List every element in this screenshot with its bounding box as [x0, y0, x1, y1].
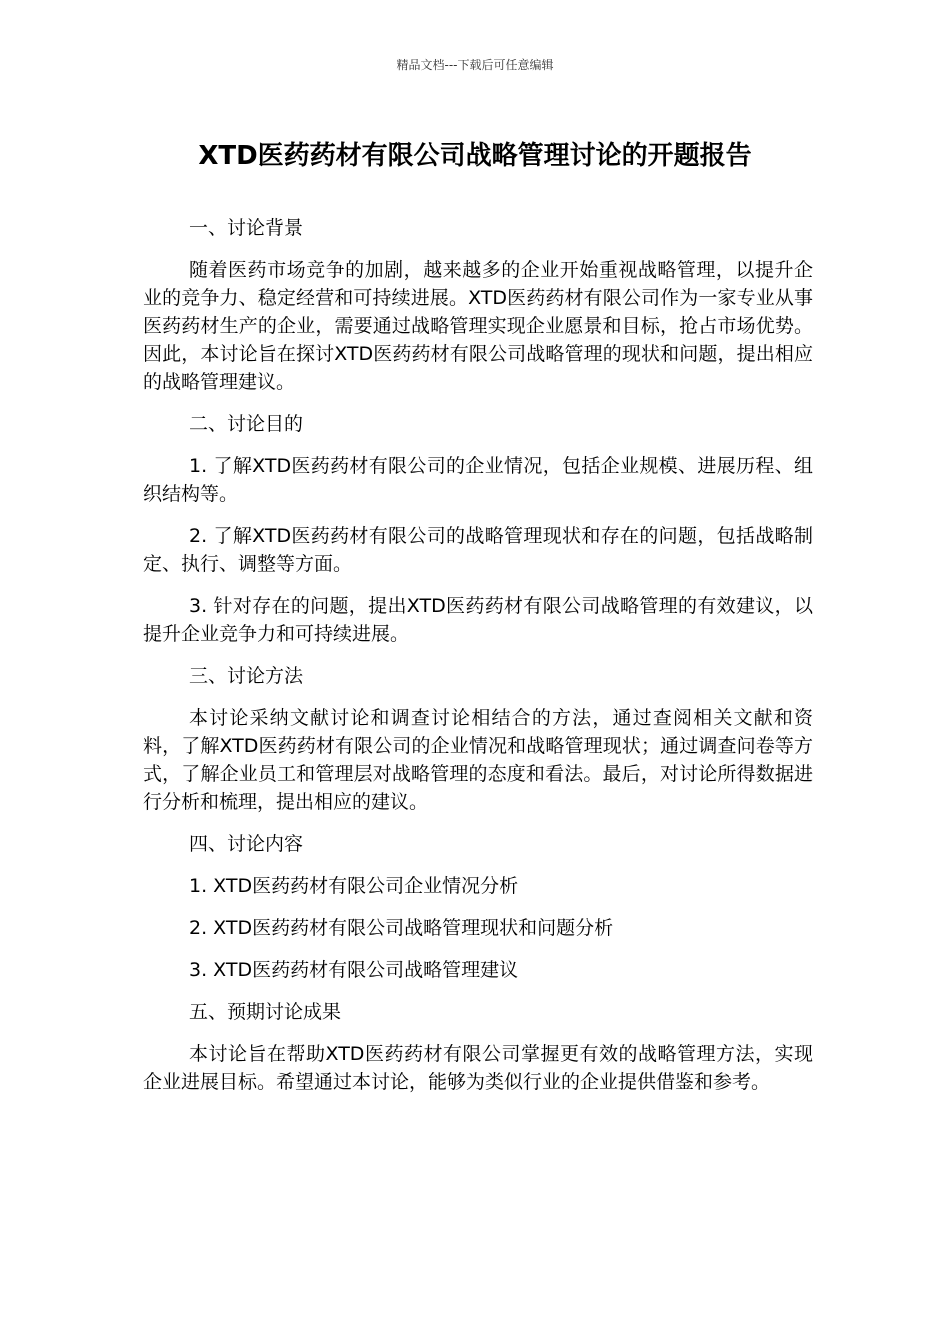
paragraph-outcome: 本讨论旨在帮助XTD医药药材有限公司掌握更有效的战略管理方法，实现企业进展目标。希望通过本讨论，能够为类似行业的企业提供借鉴和参考。: [143, 1043, 813, 1093]
paragraph-method: 本讨论采纳文献讨论和调查讨论相结合的方法，通过查阅相关文献和资料，了解XTD医药药材有限公司的企业情况和战略管理现状；通过调查问卷等方式，了解企业员工和管理层对战略管理的态度和看法。最后，对讨论所得数据进行分析和梳理，提出相应的建议。: [143, 707, 813, 813]
list-item-purpose-2: 2. 了解XTD医药药材有限公司的战略管理现状和存在的问题，包括战略制定、执行、调整等方面。: [143, 525, 813, 575]
document-title: XTD医药药材有限公司战略管理讨论的开题报告: [198, 141, 752, 171]
list-item-content-1: 1. XTD医药药材有限公司企业情况分析: [189, 875, 519, 897]
list-item-content-3: 3. XTD医药药材有限公司战略管理建议: [189, 959, 519, 981]
page-header: 精品文档---下载后可任意编辑: [396, 58, 554, 72]
section-heading-content: 四、讨论内容: [189, 833, 304, 855]
section-heading-background: 一、讨论背景: [189, 217, 304, 239]
section-heading-outcome: 五、预期讨论成果: [189, 1001, 342, 1023]
paragraph-background: 随着医药市场竞争的加剧，越来越多的企业开始重视战略管理，以提升企业的竞争力、稳定经营和可持续进展。XTD医药药材有限公司作为一家专业从事医药药材生产的企业，需要通过战略管理实现企业愿景和目标，抢占市场优势。因此，本讨论旨在探讨XTD医药药材有限公司战略管理的现状和问题，提出相应的战略管理建议。: [143, 259, 813, 393]
list-item-content-2: 2. XTD医药药材有限公司战略管理现状和问题分析: [189, 917, 614, 939]
list-item-purpose-3: 3. 针对存在的问题，提出XTD医药药材有限公司战略管理的有效建议，以提升企业竞争力和可持续进展。: [143, 595, 813, 645]
list-item-purpose-1: 1. 了解XTD医药药材有限公司的企业情况，包括企业规模、进展历程、组织结构等。: [143, 455, 813, 505]
section-heading-method: 三、讨论方法: [189, 665, 304, 687]
document-body: [143, 214, 813, 1110]
section-heading-purpose: 二、讨论目的: [189, 413, 304, 435]
